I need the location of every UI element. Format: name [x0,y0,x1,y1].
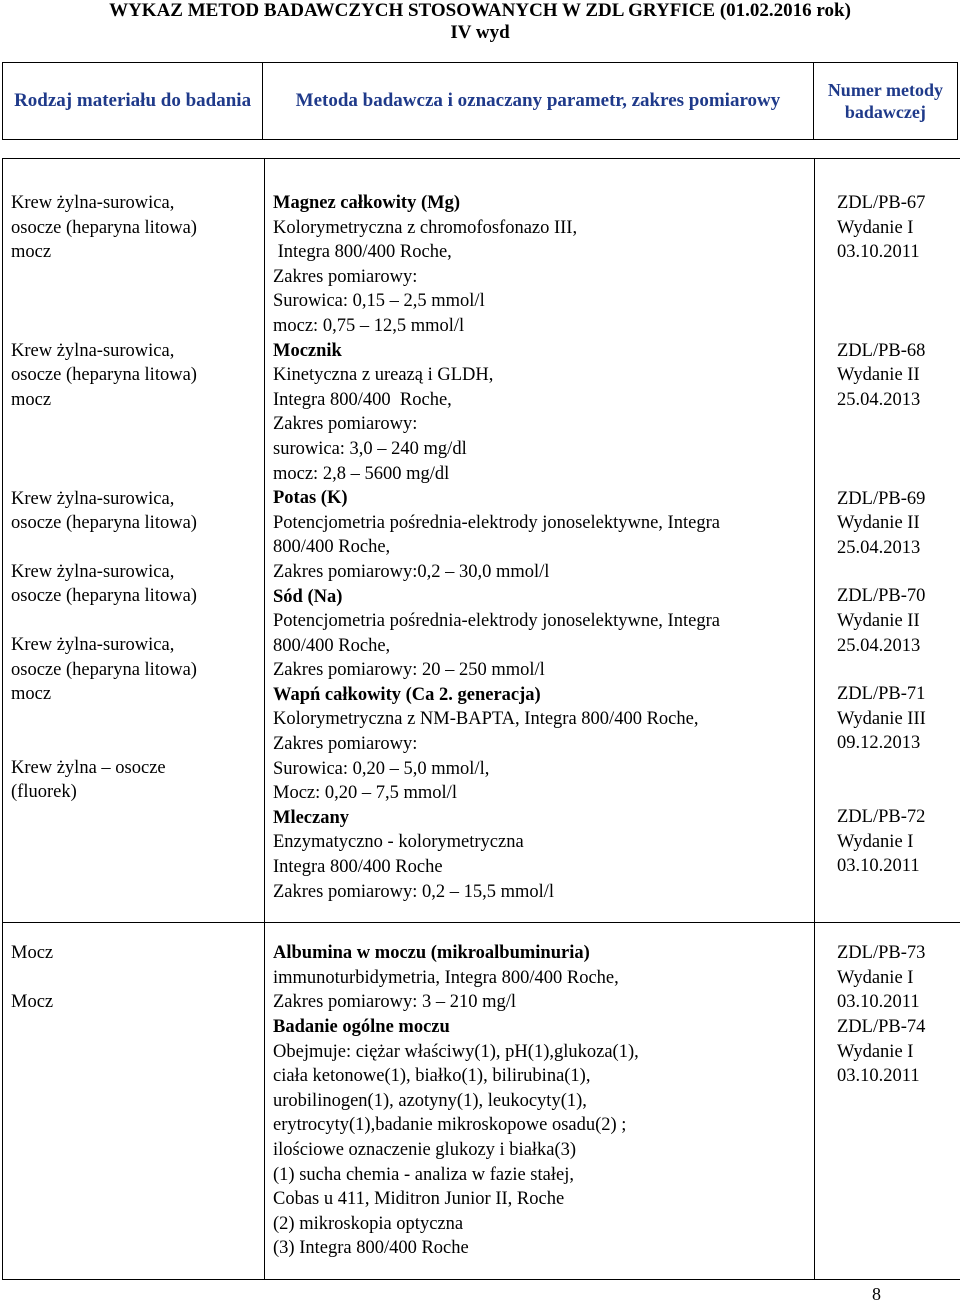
method-line: surowica: 3,0 – 240 mg/dl [273,438,467,459]
method-entry [273,806,806,904]
method-number-entry [823,191,953,265]
method-number-line: Wydanie II [837,610,920,631]
method-number-line: 09.12.2013 [837,733,921,754]
method-number-line: ZDL/PB-72 [837,806,926,827]
method-name: Magnez całkowity (Mg) [273,193,461,213]
method-line: Integra 800/400 Roche [273,857,443,878]
method-line: Integra 800/400 Roche, [273,389,452,410]
method-line: ilościowe oznaczenie glukozy i białka(3) [273,1139,577,1160]
material-line: Krew żylna-surowica, [11,193,175,213]
method-number-line: 03.10.2011 [837,242,920,263]
method-entry [273,1015,806,1261]
table-row-group-2 [3,923,960,1280]
method-line: mocz: 2,8 – 5600 mg/dl [273,463,450,484]
method-line: Zakres pomiarowy: 0,2 – 15,5 mmol/l [273,881,555,902]
method-number-entry [823,584,953,658]
method-line: Kinetyczna z ureazą i GLDH, [273,365,494,386]
material-entry [11,941,256,966]
method-line: Zakres pomiarowy: 3 – 210 mg/l [273,992,517,1013]
method-line: immunoturbidymetria, Integra 800/400 Roche, [273,967,619,988]
material-line: Krew żylna – osocze [11,757,166,778]
material-line: osocze (heparyna litowa) [11,659,197,680]
material-entry [11,487,256,536]
method-name: Wapń całkowity (Ca 2. generacja) [273,684,541,705]
method-number-entry [823,682,953,756]
method-line: Zakres pomiarowy:0,2 – 30,0 mmol/l [273,561,550,582]
method-number-line: 03.10.2011 [837,1066,920,1087]
method-line: Kolorymetryczna z NM-BAPTA, Integra 800/400 Roche, [273,709,699,730]
method-number-line: ZDL/PB-68 [837,340,926,361]
method-number-line: 03.10.2011 [837,992,920,1013]
material-line: mocz [11,242,52,263]
method-number-entry [823,487,953,561]
method-entry [273,191,806,339]
method-number-line: Wydanie I [837,831,914,852]
material-cell [3,923,265,1280]
method-number-line: 03.10.2011 [837,856,920,877]
method-number-line: ZDL/PB-74 [837,1017,926,1037]
method-cell [265,159,815,923]
method-name: Potas (K) [273,488,348,509]
material-entry [11,339,256,413]
material-line: Krew żylna-surowica, [11,634,175,655]
method-entry [273,339,806,487]
material-line: osocze (heparyna litowa) [11,586,197,607]
material-cell [3,159,265,923]
material-line: Krew żylna-surowica, [11,561,175,582]
method-line: Enzymatyczno - kolorymetryczna [273,832,524,853]
header-material: Rodzaj materiału do badania [3,63,263,140]
material-entry [11,756,256,805]
material-entry [11,990,256,1015]
material-line: mocz [11,389,52,410]
method-line: Zakres pomiarowy: [273,266,418,287]
page-title [0,0,960,44]
method-entry [273,585,806,683]
header-number: Numer metody badawczej [813,63,957,140]
method-number-line: ZDL/PB-71 [837,684,926,705]
method-line: (3) Integra 800/400 Roche [273,1238,469,1259]
method-name: Badanie ogólne moczu [273,1017,450,1037]
method-number-entry [823,805,953,879]
title-line-2: IV wyd [450,22,510,43]
table-row-group-1 [3,159,960,923]
method-line: (1) sucha chemia - analiza w fazie stałej, [273,1164,574,1185]
method-number-line: ZDL/PB-73 [837,943,926,964]
method-number-line: Wydanie I [837,1041,914,1062]
method-line: Surowica: 0,20 – 5,0 mmol/l, [273,758,490,779]
method-line: ciała ketonowe(1), białko(1), bilirubina(1), [273,1066,591,1087]
method-line: Cobas u 411, Miditron Junior II, Roche [273,1189,565,1210]
method-line: 800/400 Roche, [273,537,391,558]
number-cell [815,159,960,923]
method-line: urobilinogen(1), azotyny(1), leukocyty(1), [273,1090,587,1111]
method-line: Mocz: 0,20 – 7,5 mmol/l [273,783,457,804]
method-line: Surowica: 0,15 – 2,5 mmol/l [273,291,485,312]
method-number-entry [823,941,953,1015]
page-number: 8 [872,1284,881,1304]
method-line: Zakres pomiarowy: 20 – 250 mmol/l [273,660,545,681]
method-number-line: 25.04.2013 [837,389,921,410]
material-line: (fluorek) [11,782,77,803]
method-number-entry [823,339,953,413]
material-line: Mocz [11,991,54,1012]
material-line: mocz [11,684,52,705]
method-number-line: ZDL/PB-70 [837,586,926,607]
method-name: Albumina w moczu (mikroalbuminuria) [273,943,590,964]
method-line: Potencjometria pośrednia-elektrody jonoselektywne, Integra [273,512,720,533]
method-number-line: 25.04.2013 [837,635,921,656]
material-line: Mocz [11,943,54,964]
method-line: mocz: 0,75 – 12,5 mmol/l [273,315,465,336]
header-method: Metoda badawcza i oznaczany parametr, zakres pomiarowy [263,63,814,140]
method-number-line: ZDL/PB-67 [837,193,926,213]
material-line: Krew żylna-surowica, [11,488,175,509]
method-number-line: Wydanie I [837,217,914,238]
number-cell [815,923,960,1280]
method-line: (2) mikroskopia optyczna [273,1213,464,1234]
method-number-line: 25.04.2013 [837,537,921,558]
material-line: osocze (heparyna litowa) [11,217,197,238]
method-entry [273,683,806,806]
material-line: Krew żylna-surowica, [11,340,175,361]
method-name: Sód (Na) [273,586,343,607]
method-name: Mocznik [273,340,342,361]
method-name: Mleczany [273,807,350,828]
method-line: erytrocyty(1),badanie mikroskopowe osadu(2) ; [273,1115,627,1136]
method-line: Zakres pomiarowy: [273,414,418,435]
method-line: Integra 800/400 Roche, [273,242,452,263]
method-number-line: Wydanie III [837,708,926,729]
material-line: osocze (heparyna litowa) [11,365,197,386]
title-line-1: WYKAZ METOD BADAWCZYCH STOSOWANYCH W ZDL GRYFICE (01.02.2016 rok) [109,0,851,21]
material-entry [11,191,256,265]
method-number-line: Wydanie II [837,365,920,386]
method-number-line: Wydanie II [837,513,920,534]
method-number-entry [823,1015,953,1089]
method-number-line: ZDL/PB-69 [837,488,926,509]
method-line: Zakres pomiarowy: [273,734,418,755]
method-number-line: Wydanie I [837,967,914,988]
material-entry [11,633,256,707]
method-line: Potencjometria pośrednia-elektrody jonoselektywne, Integra [273,611,720,632]
material-line: osocze (heparyna litowa) [11,513,197,534]
method-cell [265,923,815,1280]
material-entry [11,560,256,609]
method-line: Obejmuje: ciężar właściwy(1), pH(1),glukoza(1), [273,1041,639,1062]
header-table [2,62,958,140]
method-line: Kolorymetryczna z chromofosfonazo III, [273,217,578,238]
method-entry [273,941,806,1015]
method-entry [273,486,806,584]
method-line: 800/400 Roche, [273,635,391,656]
methods-table [2,158,960,1280]
